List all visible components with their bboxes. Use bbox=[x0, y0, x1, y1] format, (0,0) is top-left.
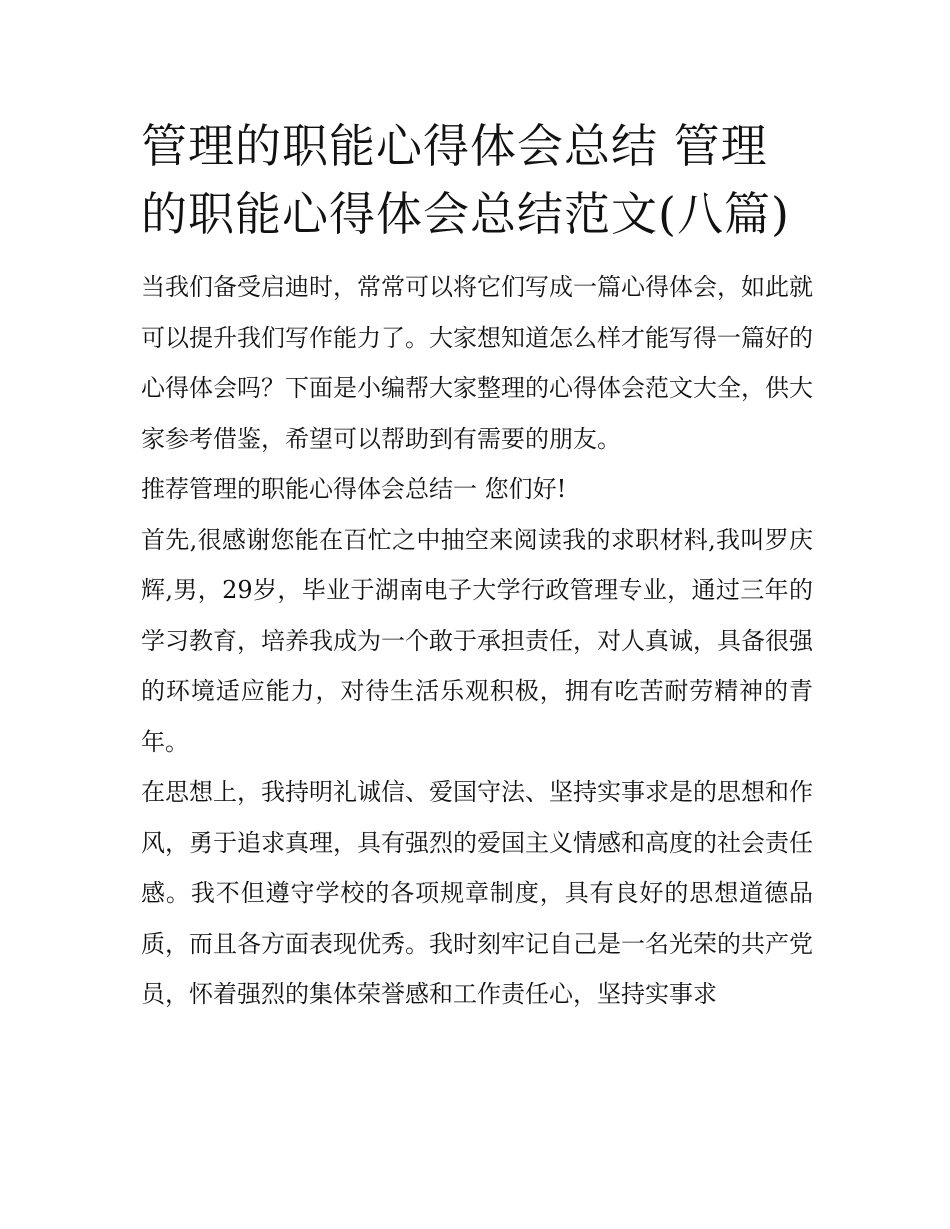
self-introduction-paragraph: 首先,很感谢您能在百忙之中抽空来阅读我的求职材料,我叫罗庆辉,男，29岁，毕业于湖南电子大学行政管理专业，通过三年的学习教育，培养我成为一个敢于承担责任，对人真诚，具备很强的环境适应能力，对待生活乐观积极，拥有吃苦耐劳精神的青年。 bbox=[141, 525, 813, 756]
document-body bbox=[141, 262, 813, 1020]
document-content bbox=[141, 112, 813, 1020]
intro-paragraph: 当我们备受启迪时，常常可以将它们写成一篇心得体会，如此就可以提升我们写作能力了。大家想知道怎么样才能写得一篇好的心得体会吗？下面是小编帮大家整理的心得体会范文大全，供大家参考借鉴，希望可以帮助到有需要的朋友。 bbox=[141, 273, 813, 453]
ideology-paragraph: 在思想上，我持明礼诚信、爱国守法、坚持实事求是的思想和作风，勇于追求真理，具有强烈的爱国主义情感和高度的社会责任感。我不但遵守学校的各项规章制度，具有良好的思想道德品质，而且各方面表现优秀。我时刻牢记自己是一名光荣的共产党员，怀着强烈的集体荣誉感和工作责任心，坚持实事求 bbox=[141, 778, 813, 1008]
section-heading-paragraph: 推荐管理的职能心得体会总结一 您们好! bbox=[141, 475, 567, 503]
document-title: 管理的职能心得体会总结 管理的职能心得体会总结范文(八篇) bbox=[141, 119, 790, 241]
